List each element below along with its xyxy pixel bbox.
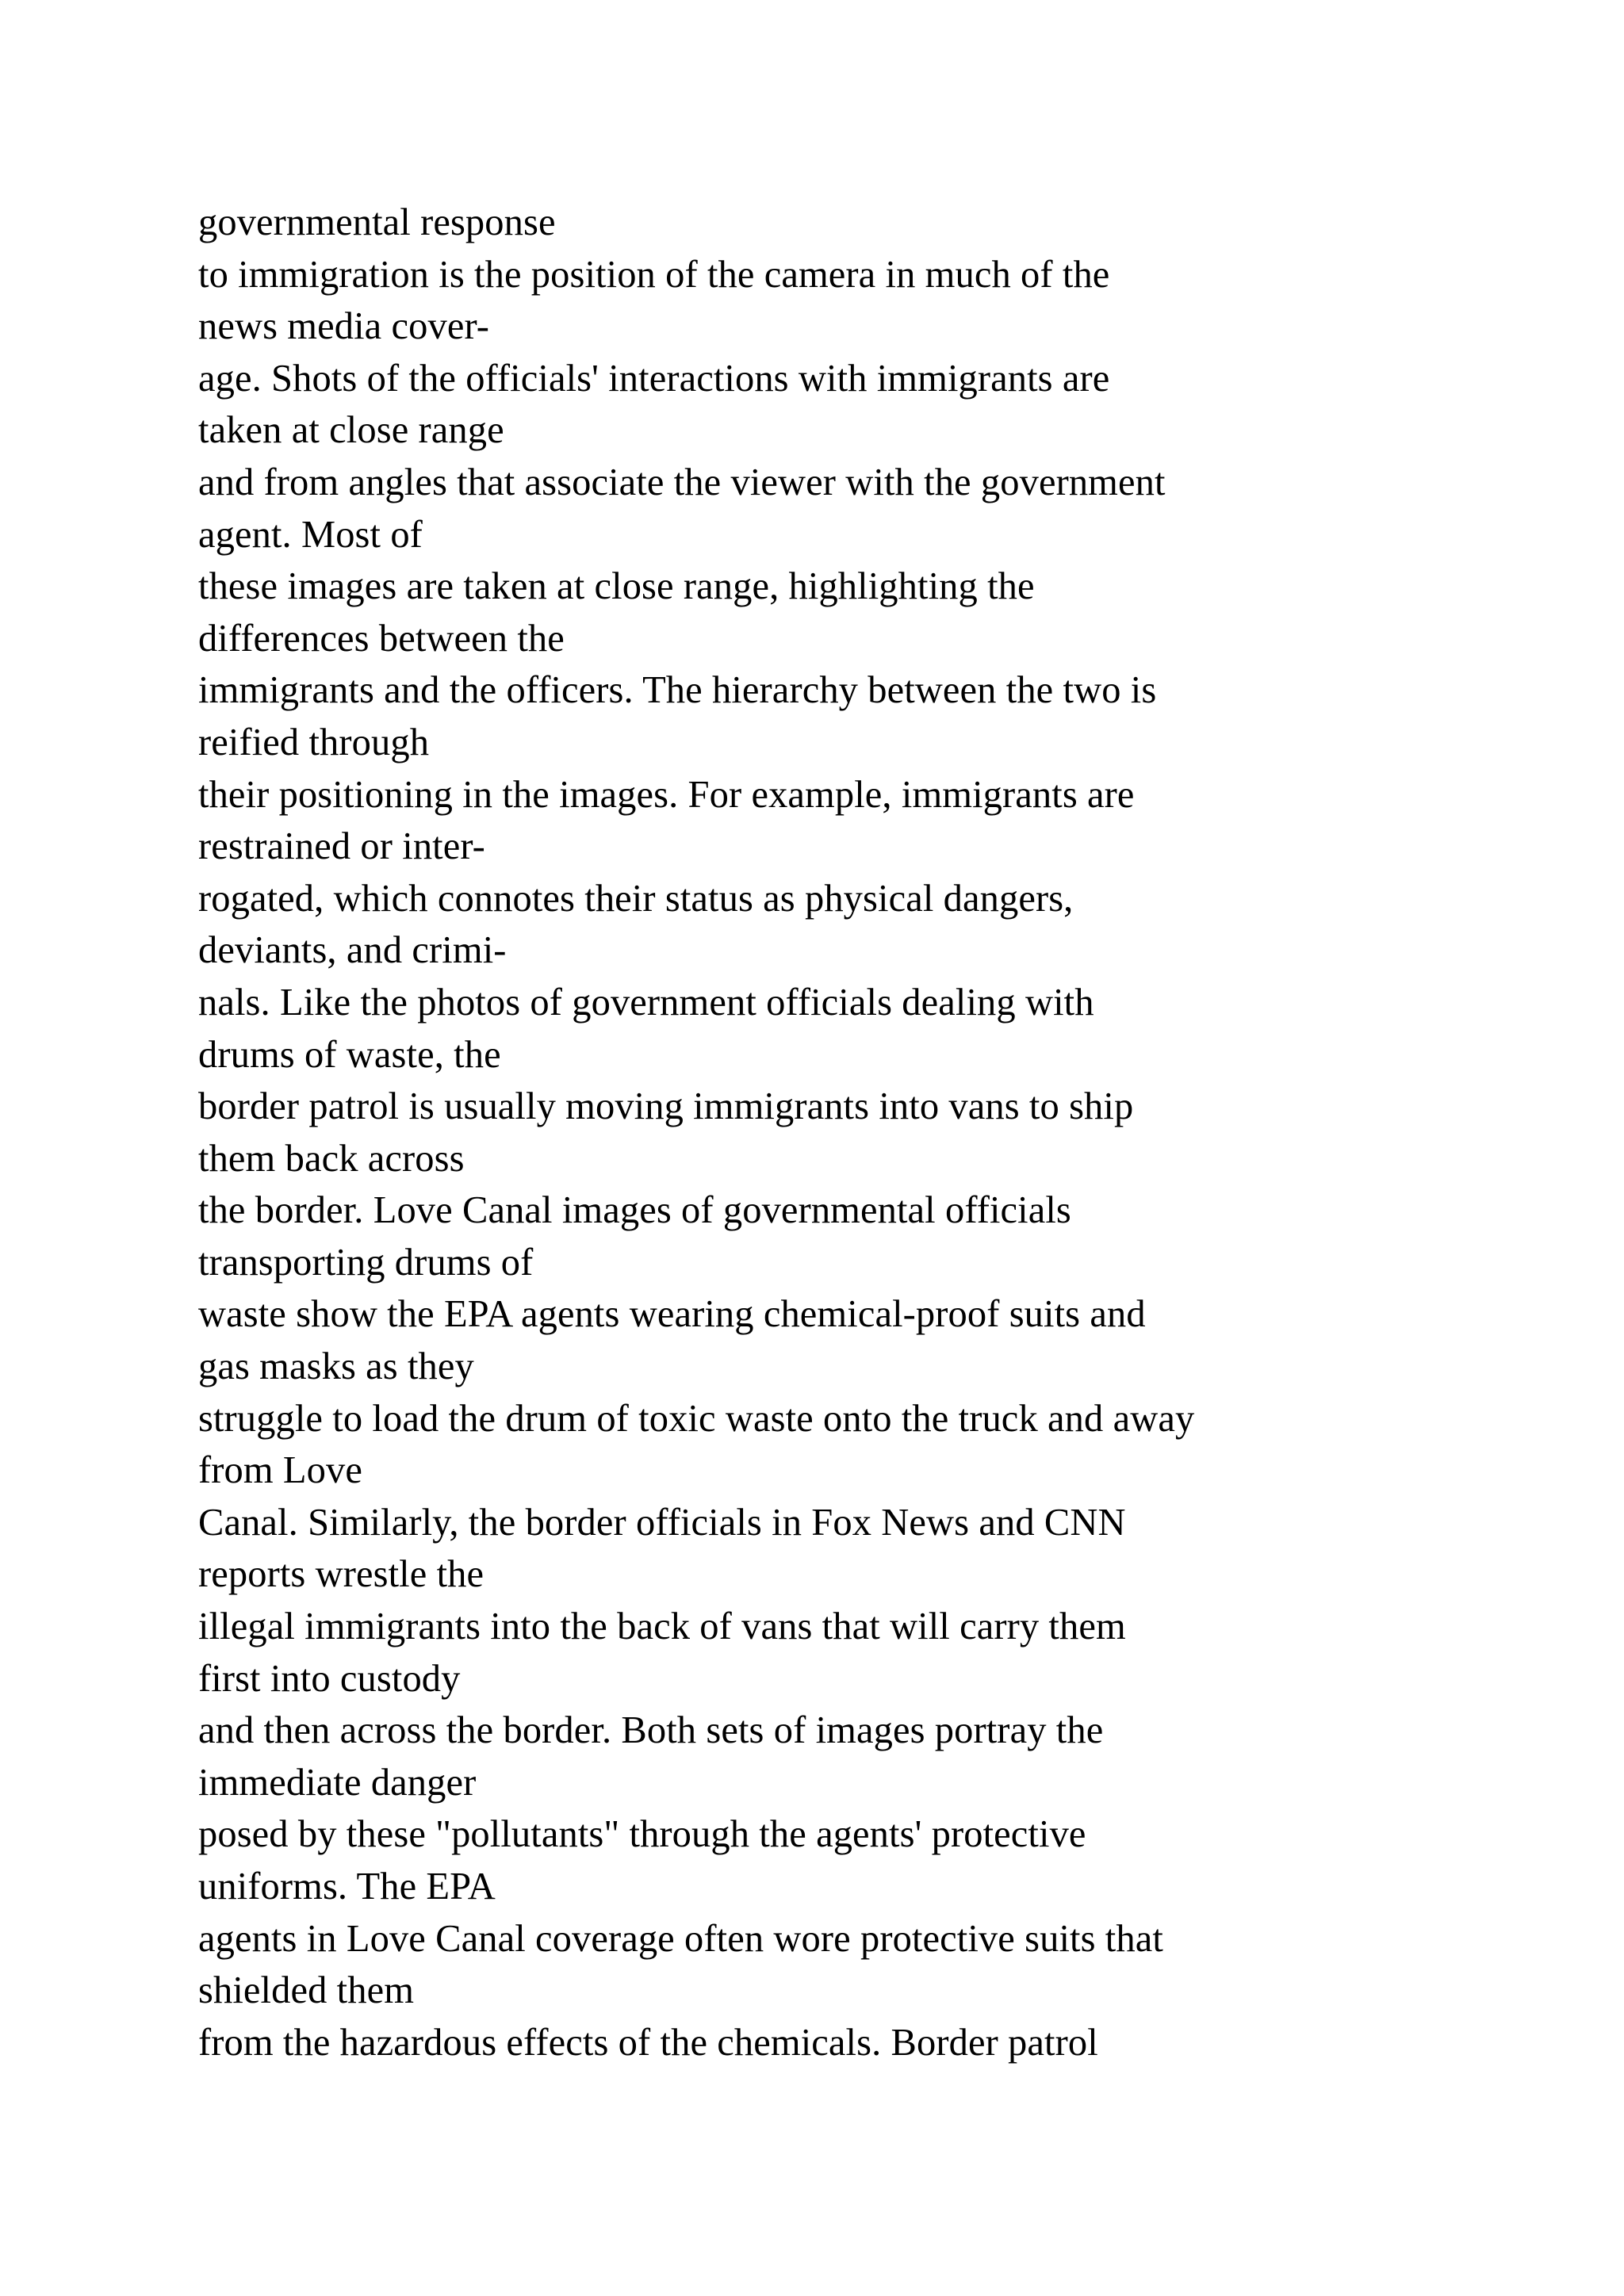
text-line: illegal immigrants into the back of vans that will carry them xyxy=(198,1605,1126,1648)
text-line: drums of waste, the xyxy=(198,1033,501,1076)
text-line: differences between the xyxy=(198,617,565,660)
text-line: deviants, and crimi- xyxy=(198,929,507,972)
text-line: shielded them xyxy=(198,1969,415,2012)
text-line: taken at close range xyxy=(198,409,504,452)
text-line: reports wrestle the xyxy=(198,1553,485,1596)
text-line: border patrol is usually moving immigrants into vans to ship xyxy=(198,1085,1134,1128)
text-line: to immigration is the position of the camera in much of the xyxy=(198,253,1110,296)
text-line: their positioning in the images. For example, immigrants are xyxy=(198,773,1135,816)
text-line: and from angles that associate the viewer with the government xyxy=(198,461,1166,503)
text-line: these images are taken at close range, highlighting the xyxy=(198,565,1035,608)
text-line: and then across the border. Both sets of images portray the xyxy=(198,1709,1104,1752)
text-line: reified through xyxy=(198,721,430,763)
text-line: agent. Most of xyxy=(198,513,423,556)
text-line: nals. Like the photos of government officials dealing with xyxy=(198,981,1094,1024)
text-line: transporting drums of xyxy=(198,1241,534,1284)
text-line: news media cover- xyxy=(198,305,490,348)
text-line: restrained or inter- xyxy=(198,825,485,868)
text-line: uniforms. The EPA xyxy=(198,1866,496,1908)
text-line: posed by these "pollutants" through the agents' protective xyxy=(198,1813,1086,1856)
text-line: rogated, which connotes their status as physical dangers, xyxy=(198,877,1074,920)
text-line: immediate danger xyxy=(198,1761,477,1804)
text-line: Canal. Similarly, the border officials in Fox News and CNN xyxy=(198,1501,1126,1544)
text-line: struggle to load the drum of toxic waste onto the truck and away xyxy=(198,1397,1195,1440)
text-line: gas masks as they xyxy=(198,1345,474,1388)
text-line: them back across xyxy=(198,1137,465,1180)
text-line: immigrants and the officers. The hierarchy between the two is xyxy=(198,669,1157,712)
text-line: agents in Love Canal coverage often wore protective suits that xyxy=(198,1917,1163,1960)
body-text xyxy=(198,197,1546,2068)
text-line: waste show the EPA agents wearing chemical-proof suits and xyxy=(198,1293,1146,1336)
text-line: from Love xyxy=(198,1449,362,1492)
text-line: from the hazardous effects of the chemicals. Border patrol xyxy=(198,2021,1098,2064)
text-line: governmental response xyxy=(198,201,556,243)
text-line: first into custody xyxy=(198,1657,461,1700)
text-line: age. Shots of the officials' interactions with immigrants are xyxy=(198,357,1110,400)
text-line: the border. Love Canal images of governmental officials xyxy=(198,1189,1071,1232)
